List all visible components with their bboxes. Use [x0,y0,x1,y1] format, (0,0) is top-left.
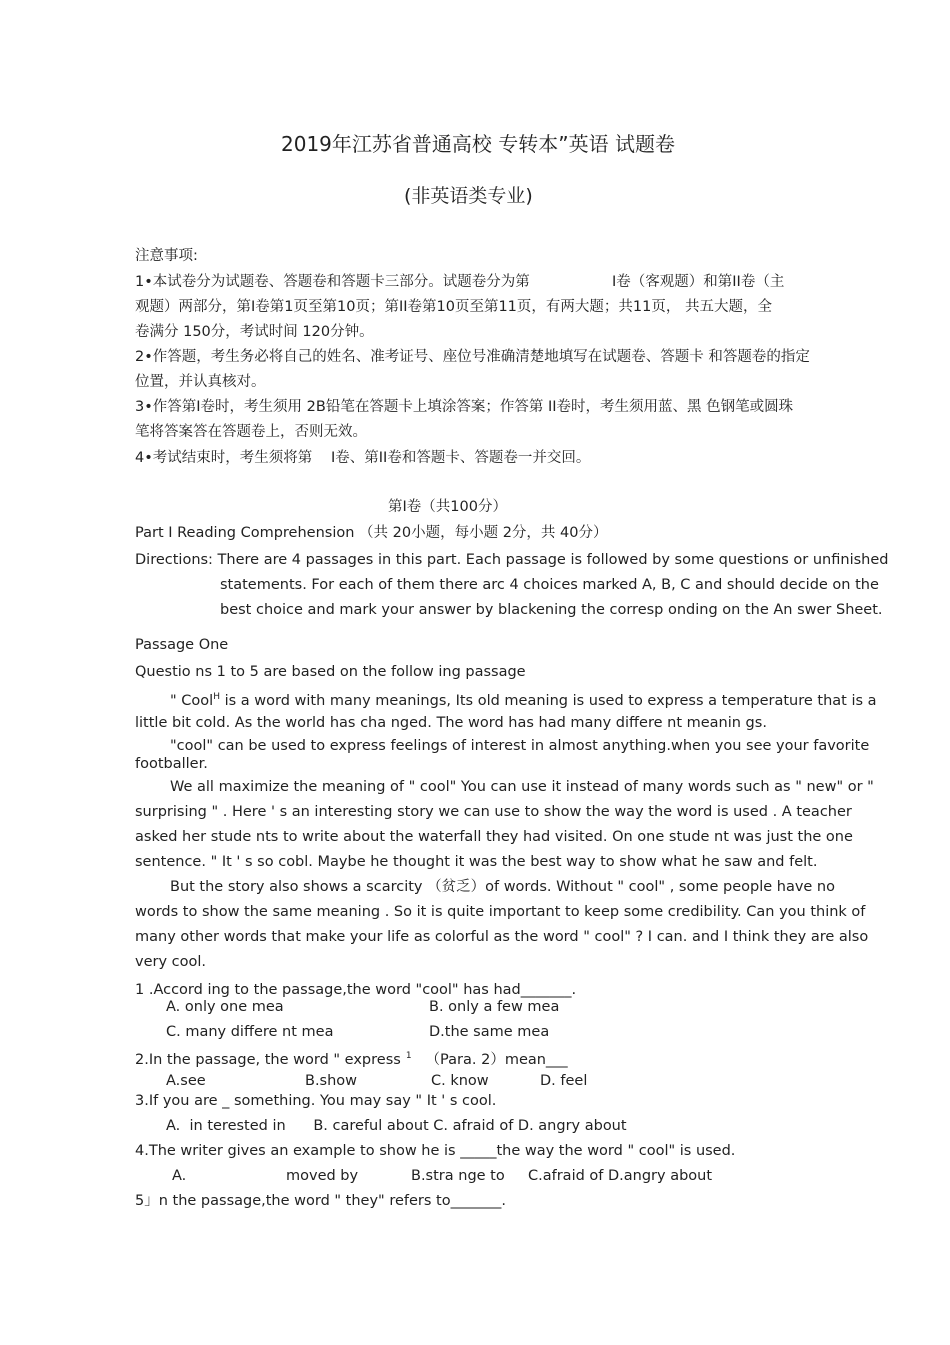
passage-p2-line-2: footballer. [135,756,208,772]
passage-intro: Questio ns 1 to 5 are based on the follow ing passage [135,664,526,680]
question-2b: （Para. 2）mean___ [425,1051,568,1068]
question-5: 5」n the passage,the word " they" refers to_______. [135,1193,506,1209]
passage-p2-line-1: "cool" can be used to express feelings of interest in almost anything.when you see your favorite [170,738,870,754]
passage-p1-line-1a: " Cool [170,692,214,709]
passage-p4-line-4: very cool. [135,954,207,970]
question-1-option-c: C. many differe nt mea [166,1024,334,1040]
notice-item-1-line-1a: 1•本试卷分为试题卷、答题卷和答题卡三部分。试题卷分为第 [135,274,530,290]
question-2-option-a: A.see [166,1073,206,1089]
passage-p3-line-2: surprising " . Here ' s an interesting story we can use to show the way the word is used . A teacher [135,804,852,820]
passage-p1-line-2: little bit cold. As the world has cha nged. The word has had many differe nt meanin gs. [135,715,767,731]
passage-p4-line-1: But the story also shows a scarcity （贫乏）of words. Without " cool" , some people have no [170,879,835,895]
notice-item-1-line-2: 观题）两部分，第I卷第1页至第10页；第II卷第10页至第11页，有两大题；共11页， 共五大题，全 [135,299,772,315]
passage-p1-line-1 [170,687,877,711]
question-1-option-d: D.the same mea [429,1024,550,1040]
question-4-option-a: A. [172,1168,187,1184]
passage-p4-line-3: many other words that make your life as colorful as the word " cool" ? I can. and I think they are also [135,929,869,945]
passage-p4-line-2: words to show the same meaning . So it is quite important to keep some credibility. Can you think of [135,904,866,920]
question-2a: 2.In the passage, the word " express [135,1051,401,1068]
notice-item-4b: I卷、第II卷和答题卡、答题卷一并交回。 [331,450,591,466]
part-heading: Part I Reading Comprehension （共 20小题，每小题 2分，共 40分） [135,525,608,541]
question-2 [135,1046,568,1070]
notice-item-2-line-1: 2•作答题，考生务必将自己的姓名、准考证号、座位号准确清楚地填写在试题卷、答题卡 和答题卷的指定 [135,349,810,365]
directions-line-3: best choice and mark your answer by blackening the corresp onding on the An swer Sheet. [220,602,883,618]
question-4: 4.The writer gives an example to show he is _____the way the word " cool" is used. [135,1143,736,1159]
question-1-option-a: A. only one mea [166,999,284,1015]
page-subtitle: (非英语类专业) [404,185,533,207]
passage-p1-sup: H [213,692,220,702]
volume-heading: 第I卷（共100分） [388,499,507,515]
notice-item-1-line-3: 卷满分 150分，考试时间 120分钟。 [135,324,374,340]
question-4-option-cd: C.afraid of D.angry about [528,1168,713,1184]
passage-p1-line-1b: is a word with many meanings, Its old meaning is used to express a temperature that is a [219,692,877,709]
question-1: 1 .Accord ing to the passage,the word "cool" has had_______. [135,982,577,998]
question-4-option-a-text: moved by [286,1168,359,1184]
question-3-options: A. in terested in B. careful about C. afraid of D. angry about [166,1118,627,1134]
question-2-option-c: C. know [431,1073,489,1089]
notice-item-4a: 4•考试结束时，考生须将第 [135,450,313,466]
question-1-option-b: B. only a few mea [429,999,560,1015]
question-2-option-b: B.show [305,1073,358,1089]
question-4-option-b: B.stra nge to [411,1168,505,1184]
notice-item-3-line-2: 笔将答案答在答题卷上，否则无效。 [135,424,367,440]
passage-p3-line-3: asked her stude nts to write about the waterfall they had visited. On one stude nt was just the one [135,829,853,845]
question-2-sup: 1 [405,1051,412,1061]
page-title: 2019年江苏省普通高校 专转本”英语 试题卷 [281,132,675,156]
passage-title: Passage One [135,637,229,653]
directions-line-2: statements. For each of them there arc 4 choices marked A, B, C and should decide on the [220,577,879,593]
directions-line-1: Directions: There are 4 passages in this part. Each passage is followed by some questions or unfinished [135,552,889,568]
passage-p3-line-4: sentence. " It ' s so cobl. Maybe he thought it was the best way to show what he saw and felt. [135,854,818,870]
notice-item-1-line-1b: I卷（客观题）和第II卷（主 [612,274,785,290]
notice-heading: 注意事项: [135,248,198,264]
passage-p3-line-1: We all maximize the meaning of " cool" You can use it instead of many words such as " new" or " [170,779,874,795]
question-3: 3.If you are _ something. You may say " It ' s cool. [135,1093,497,1109]
notice-item-2-line-2: 位置，并认真核对。 [135,374,266,390]
notice-item-3-line-1: 3•作答第I卷时，考生须用 2B铅笔在答题卡上填涂答案；作答第 II卷时，考生须用蓝、黑 色钢笔或圆珠 [135,399,794,415]
question-2-option-d: D. feel [540,1073,588,1089]
